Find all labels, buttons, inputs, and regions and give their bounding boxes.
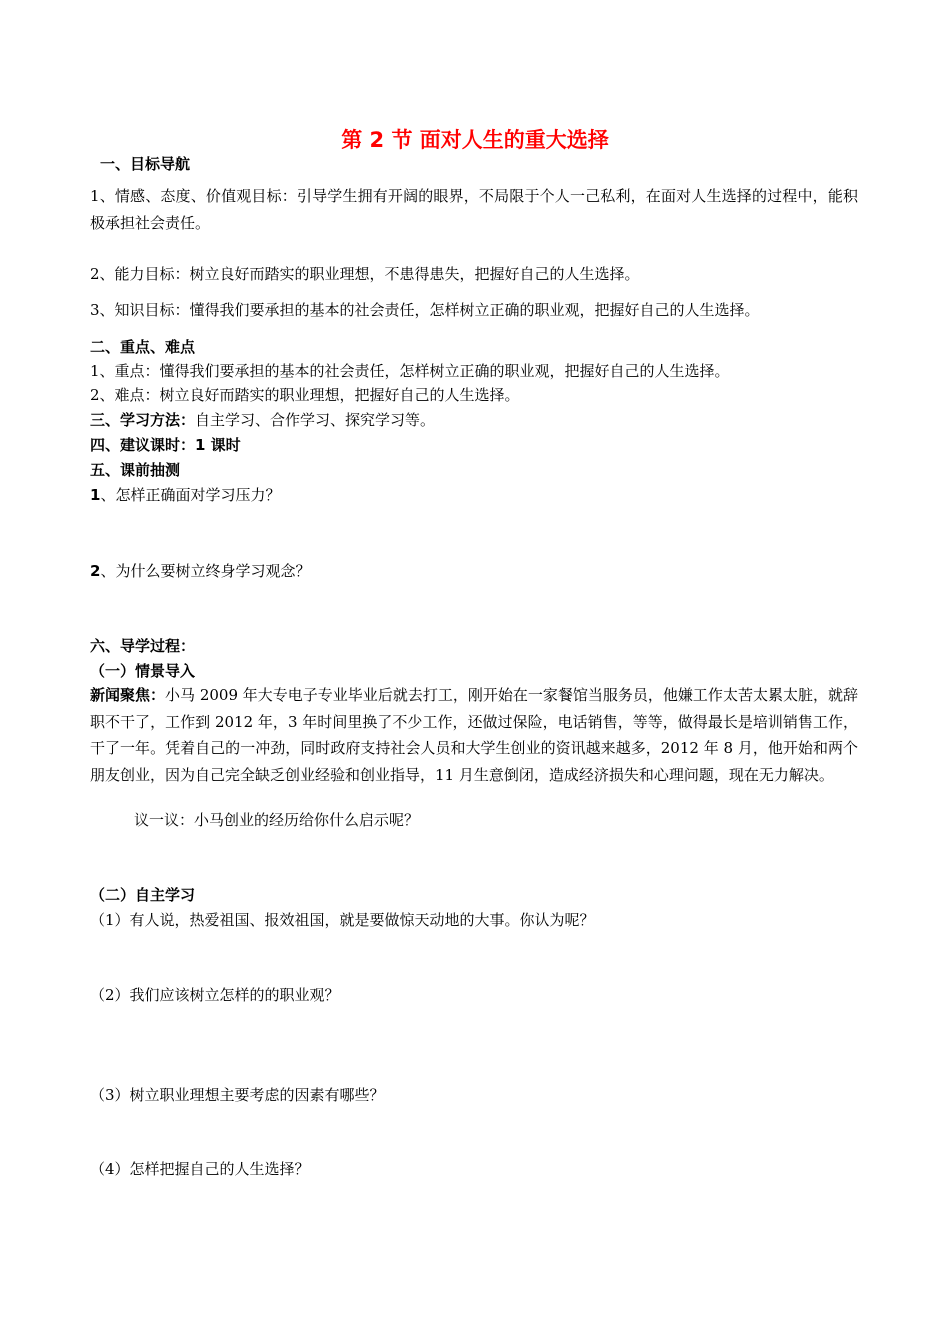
subheading-self-study: （二）自主学习: [90, 886, 196, 904]
pretest-question-1: [90, 485, 280, 505]
news-focus-text: 小马 2009 年大专电子专业毕业后就去打工，刚开始在一家餐馆当服务员，他嫌工作太苦太累太脏，就辞职不干了，工作到 2012 年，3 年时间里换了不少工作，还做过保险，电话销售，等等，做得最长是培训销售工作，干了一年。凭着自己的一冲劲，同时政府支持社会人员和大学生创业的资讯越来越多，2012 年 8 月，他开始和两个朋友创业，因为自己完全缺乏创业经验和创业指导，11 月生意倒闭，造成经济损失和心理问题，现在无力解决。: [90, 686, 858, 784]
study-method-label: 三、学习方法：: [90, 411, 196, 429]
subheading-scenario: （一）情景导入: [90, 662, 196, 680]
key-point: 1、重点：懂得我们要承担的基本的社会责任，怎样树立正确的职业观，把握好自己的人生选择。: [90, 362, 730, 380]
difficult-point: 2、难点：树立良好而踏实的职业理想，把握好自己的人生选择。: [90, 386, 520, 404]
section-heading-key-points: 二、重点、难点: [90, 338, 196, 356]
section-heading-goals: 一、目标导航: [100, 155, 191, 173]
news-focus-paragraph: [90, 682, 858, 788]
discussion-prompt: 议一议：小马创业的经历给你什么启示呢？: [134, 811, 420, 829]
news-focus-label: 新闻聚焦：: [90, 686, 166, 704]
self-study-question-2: （2）我们应该树立怎样的的职业观？: [90, 986, 340, 1004]
study-method-value: 自主学习、合作学习、探究学习等。: [195, 411, 436, 429]
section-heading-pretest: 五、课前抽测: [90, 461, 181, 479]
pretest-question-2-text: 、为什么要树立终身学习观念？: [100, 562, 311, 580]
self-study-question-4: （4）怎样把握自己的人生选择？: [90, 1160, 310, 1178]
section-heading-guided-learning: 六、导学过程：: [90, 637, 196, 655]
suggested-hours-label: 四、建议课时：: [90, 436, 196, 454]
page-title: 第 2 节 面对人生的重大选择: [341, 128, 609, 152]
pretest-question-2-number: 2: [90, 562, 101, 580]
pretest-question-1-number: 1: [90, 486, 101, 504]
goal-1: 1、情感、态度、价值观目标：引导学生拥有开阔的眼界，不局限于个人一己私利，在面对人生选择的过程中，能积极承担社会责任。: [90, 187, 858, 232]
study-method: [90, 410, 435, 430]
self-study-question-1: （1）有人说，热爱祖国、报效祖国，就是要做惊天动地的大事。你认为呢？: [90, 911, 595, 929]
suggested-hours-value: 1 课时: [195, 436, 241, 454]
suggested-hours: [90, 435, 241, 455]
pretest-question-2: [90, 561, 310, 581]
goal-3: 3、知识目标：懂得我们要承担的基本的社会责任，怎样树立正确的职业观，把握好自己的人生选择。: [90, 301, 760, 319]
pretest-question-1-text: 、怎样正确面对学习压力？: [100, 486, 281, 504]
goal-2: 2、能力目标：树立良好而踏实的职业理想，不患得患失，把握好自己的人生选择。: [90, 265, 640, 283]
self-study-question-3: （3）树立职业理想主要考虑的因素有哪些？: [90, 1086, 385, 1104]
